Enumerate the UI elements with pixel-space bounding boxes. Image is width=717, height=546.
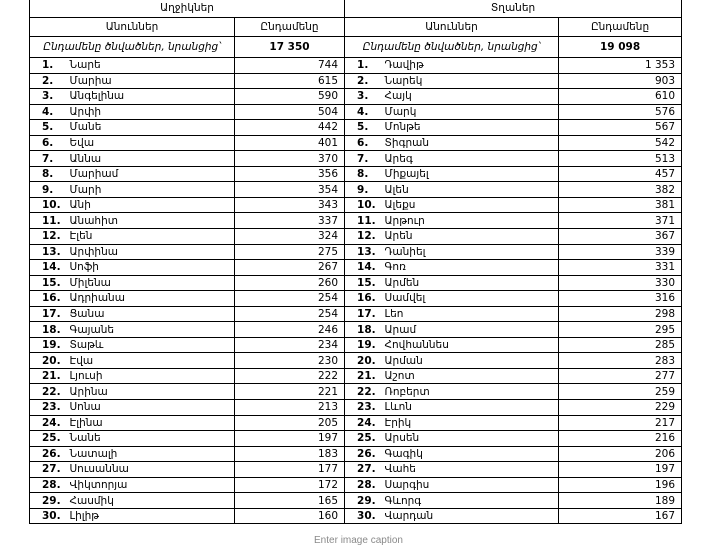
girls-count: 234 xyxy=(235,337,345,353)
girls-count: 401 xyxy=(235,135,345,151)
boys-total-value: 19 098 xyxy=(559,37,682,58)
girls-count: 213 xyxy=(235,400,345,416)
girls-count: 222 xyxy=(235,368,345,384)
boys-rank: 26. xyxy=(345,446,383,462)
boys-name: Աշոտ xyxy=(383,368,559,384)
table-row xyxy=(30,322,682,338)
boys-count: 330 xyxy=(559,275,682,291)
girls-count: 343 xyxy=(235,197,345,213)
boys-name: Գագիկ xyxy=(383,446,559,462)
table-row xyxy=(30,244,682,260)
girls-count: 254 xyxy=(235,291,345,307)
girls-name: Հասմիկ xyxy=(68,493,235,509)
boys-count: 513 xyxy=(559,151,682,167)
girls-count: 172 xyxy=(235,477,345,493)
table-row xyxy=(30,73,682,89)
girls-name: Լյուսի xyxy=(68,368,235,384)
girls-name: Լիլիթ xyxy=(68,508,235,524)
table-row xyxy=(30,384,682,400)
boys-rank: 1. xyxy=(345,58,383,74)
table-row xyxy=(30,104,682,120)
girls-names-header: Անուններ xyxy=(30,18,235,37)
boys-rank: 27. xyxy=(345,462,383,478)
girls-rank: 9. xyxy=(30,182,68,198)
girls-count: 744 xyxy=(235,58,345,74)
boys-name: Հայկ xyxy=(383,89,559,105)
table-row xyxy=(30,462,682,478)
names-table-container xyxy=(29,0,681,524)
table-row xyxy=(30,353,682,369)
total-row xyxy=(30,37,682,58)
girls-rank: 24. xyxy=(30,415,68,431)
girls-count: 337 xyxy=(235,213,345,229)
girls-rank: 13. xyxy=(30,244,68,260)
boys-count: 298 xyxy=(559,306,682,322)
boys-name: Միքայել xyxy=(383,166,559,182)
boys-count: 167 xyxy=(559,508,682,524)
girls-rank: 5. xyxy=(30,120,68,136)
column-header-row xyxy=(30,18,682,37)
table-row xyxy=(30,89,682,105)
boys-count: 285 xyxy=(559,337,682,353)
image-caption[interactable]: Enter image caption xyxy=(314,535,403,546)
boys-rank: 3. xyxy=(345,89,383,105)
girls-count: 254 xyxy=(235,306,345,322)
boys-name: Գևորգ xyxy=(383,493,559,509)
boys-name: Արեն xyxy=(383,229,559,245)
girls-name: Սոֆի xyxy=(68,260,235,276)
girls-section-title: Աղջիկներ xyxy=(30,0,345,18)
girls-count: 267 xyxy=(235,260,345,276)
girls-rank: 20. xyxy=(30,353,68,369)
girls-count: 615 xyxy=(235,73,345,89)
boys-rank: 13. xyxy=(345,244,383,260)
boys-name: Ռոբերտ xyxy=(383,384,559,400)
girls-name: Մարիամ xyxy=(68,166,235,182)
girls-name: Էլինա xyxy=(68,415,235,431)
boys-name: Նարեկ xyxy=(383,73,559,89)
boys-count: 371 xyxy=(559,213,682,229)
girls-count: 275 xyxy=(235,244,345,260)
boys-rank: 5. xyxy=(345,120,383,136)
girls-rank: 15. xyxy=(30,275,68,291)
girls-rank: 23. xyxy=(30,400,68,416)
boys-rank: 7. xyxy=(345,151,383,167)
girls-count: 177 xyxy=(235,462,345,478)
girls-rank: 7. xyxy=(30,151,68,167)
table-row xyxy=(30,275,682,291)
girls-name: Նատալի xyxy=(68,446,235,462)
girls-rank: 29. xyxy=(30,493,68,509)
girls-rank: 12. xyxy=(30,229,68,245)
girls-name: Վիկտորյա xyxy=(68,477,235,493)
girls-rank: 25. xyxy=(30,431,68,447)
girls-rank: 6. xyxy=(30,135,68,151)
girls-total-value: 17 350 xyxy=(235,37,345,58)
boys-name: Էրիկ xyxy=(383,415,559,431)
boys-rank: 15. xyxy=(345,275,383,291)
boys-name: Մոնթե xyxy=(383,120,559,136)
girls-count: 246 xyxy=(235,322,345,338)
table-row xyxy=(30,306,682,322)
boys-name: Արամ xyxy=(383,322,559,338)
boys-rank: 24. xyxy=(345,415,383,431)
boys-name: Մարկ xyxy=(383,104,559,120)
popular-names-table xyxy=(29,0,682,524)
table-row xyxy=(30,229,682,245)
boys-names-header: Անուններ xyxy=(345,18,559,37)
boys-count: 610 xyxy=(559,89,682,105)
boys-rank: 9. xyxy=(345,182,383,198)
boys-name: Ալեքս xyxy=(383,197,559,213)
boys-rank: 21. xyxy=(345,368,383,384)
girls-rank: 26. xyxy=(30,446,68,462)
boys-count: 903 xyxy=(559,73,682,89)
girls-rank: 22. xyxy=(30,384,68,400)
girls-name: Մարիա xyxy=(68,73,235,89)
boys-count: 367 xyxy=(559,229,682,245)
girls-rank: 30. xyxy=(30,508,68,524)
girls-rank: 18. xyxy=(30,322,68,338)
table-row xyxy=(30,291,682,307)
boys-count: 316 xyxy=(559,291,682,307)
girls-count-header: Ընդամենը xyxy=(235,18,345,37)
girls-count: 354 xyxy=(235,182,345,198)
boys-rank: 22. xyxy=(345,384,383,400)
table-row xyxy=(30,120,682,136)
boys-count: 283 xyxy=(559,353,682,369)
boys-count: 206 xyxy=(559,446,682,462)
girls-name: Սուսաննա xyxy=(68,462,235,478)
girls-rank: 21. xyxy=(30,368,68,384)
boys-name: Արեգ xyxy=(383,151,559,167)
boys-count: 339 xyxy=(559,244,682,260)
girls-count: 183 xyxy=(235,446,345,462)
boys-rank: 2. xyxy=(345,73,383,89)
girls-name: Անգելինա xyxy=(68,89,235,105)
boys-name: Վահե xyxy=(383,462,559,478)
table-row xyxy=(30,135,682,151)
girls-total-label: Ընդամենը ծնվածներ, նրանցից՝ xyxy=(30,37,235,58)
boys-rank: 17. xyxy=(345,306,383,322)
girls-count: 165 xyxy=(235,493,345,509)
boys-rank: 4. xyxy=(345,104,383,120)
boys-name: Ալեն xyxy=(383,182,559,198)
boys-name: Դանիել xyxy=(383,244,559,260)
boys-name: Հովհաննես xyxy=(383,337,559,353)
boys-rank: 20. xyxy=(345,353,383,369)
table-row xyxy=(30,58,682,74)
table-row xyxy=(30,368,682,384)
girls-count: 590 xyxy=(235,89,345,105)
boys-count: 217 xyxy=(559,415,682,431)
girls-count: 356 xyxy=(235,166,345,182)
girls-name: Ադրիանա xyxy=(68,291,235,307)
girls-rank: 28. xyxy=(30,477,68,493)
table-row xyxy=(30,260,682,276)
girls-rank: 3. xyxy=(30,89,68,105)
girls-name: Տաթև xyxy=(68,337,235,353)
table-row xyxy=(30,477,682,493)
boys-rank: 12. xyxy=(345,229,383,245)
girls-rank: 11. xyxy=(30,213,68,229)
girls-count: 205 xyxy=(235,415,345,431)
boys-name: Լևոն xyxy=(383,400,559,416)
boys-rank: 8. xyxy=(345,166,383,182)
boys-count: 295 xyxy=(559,322,682,338)
girls-count: 197 xyxy=(235,431,345,447)
boys-count: 189 xyxy=(559,493,682,509)
girls-name: Էվա xyxy=(68,353,235,369)
girls-name: Արփինա xyxy=(68,244,235,260)
girls-name: Անահիտ xyxy=(68,213,235,229)
girls-rank: 4. xyxy=(30,104,68,120)
girls-name: Մանե xyxy=(68,120,235,136)
girls-name: Նարե xyxy=(68,58,235,74)
boys-count: 1 353 xyxy=(559,58,682,74)
table-row xyxy=(30,151,682,167)
table-row xyxy=(30,197,682,213)
girls-name: Անի xyxy=(68,197,235,213)
boys-rank: 28. xyxy=(345,477,383,493)
boys-name: Դավիթ xyxy=(383,58,559,74)
table-row xyxy=(30,431,682,447)
boys-rank: 30. xyxy=(345,508,383,524)
table-row xyxy=(30,493,682,509)
table-row xyxy=(30,508,682,524)
boys-count: 331 xyxy=(559,260,682,276)
boys-name: Գոռ xyxy=(383,260,559,276)
girls-count: 324 xyxy=(235,229,345,245)
boys-name: Արսեն xyxy=(383,431,559,447)
girls-count: 160 xyxy=(235,508,345,524)
table-row xyxy=(30,337,682,353)
boys-rank: 25. xyxy=(345,431,383,447)
girls-count: 260 xyxy=(235,275,345,291)
boys-rank: 11. xyxy=(345,213,383,229)
boys-name: Սամվել xyxy=(383,291,559,307)
boys-count: 457 xyxy=(559,166,682,182)
girls-count: 442 xyxy=(235,120,345,136)
girls-rank: 14. xyxy=(30,260,68,276)
girls-rank: 19. xyxy=(30,337,68,353)
girls-rank: 1. xyxy=(30,58,68,74)
girls-name: Աննա xyxy=(68,151,235,167)
girls-name: Էլեն xyxy=(68,229,235,245)
girls-rank: 27. xyxy=(30,462,68,478)
boys-section-title: Տղաներ xyxy=(345,0,682,18)
boys-count: 196 xyxy=(559,477,682,493)
boys-rank: 23. xyxy=(345,400,383,416)
girls-name: Գայանե xyxy=(68,322,235,338)
table-row xyxy=(30,182,682,198)
girls-name: Արինա xyxy=(68,384,235,400)
girls-count: 230 xyxy=(235,353,345,369)
boys-name: Սարգիս xyxy=(383,477,559,493)
boys-name: Տիգրան xyxy=(383,135,559,151)
boys-rank: 18. xyxy=(345,322,383,338)
table-row xyxy=(30,213,682,229)
boys-name: Արմեն xyxy=(383,275,559,291)
boys-rank: 29. xyxy=(345,493,383,509)
boys-name: Լեո xyxy=(383,306,559,322)
boys-count: 567 xyxy=(559,120,682,136)
girls-name: Ցանա xyxy=(68,306,235,322)
girls-rank: 8. xyxy=(30,166,68,182)
girls-name: Մարի xyxy=(68,182,235,198)
boys-rank: 6. xyxy=(345,135,383,151)
girls-name: Արփի xyxy=(68,104,235,120)
boys-name: Արման xyxy=(383,353,559,369)
boys-count: 216 xyxy=(559,431,682,447)
boys-count: 229 xyxy=(559,400,682,416)
girls-name: Եվա xyxy=(68,135,235,151)
boys-rank: 16. xyxy=(345,291,383,307)
table-row xyxy=(30,415,682,431)
boys-name: Վարդան xyxy=(383,508,559,524)
boys-count: 576 xyxy=(559,104,682,120)
table-row xyxy=(30,166,682,182)
boys-rank: 10. xyxy=(345,197,383,213)
table-row xyxy=(30,400,682,416)
girls-name: Միլենա xyxy=(68,275,235,291)
boys-rank: 19. xyxy=(345,337,383,353)
girls-name: Սոնա xyxy=(68,400,235,416)
girls-count: 221 xyxy=(235,384,345,400)
girls-rank: 17. xyxy=(30,306,68,322)
table-row xyxy=(30,446,682,462)
boys-rank: 14. xyxy=(345,260,383,276)
girls-count: 370 xyxy=(235,151,345,167)
boys-count: 542 xyxy=(559,135,682,151)
boys-count-header: Ընդամենը xyxy=(559,18,682,37)
boys-count: 382 xyxy=(559,182,682,198)
girls-rank: 10. xyxy=(30,197,68,213)
boys-count: 277 xyxy=(559,368,682,384)
girls-count: 504 xyxy=(235,104,345,120)
girls-rank: 2. xyxy=(30,73,68,89)
boys-name: Արթուր xyxy=(383,213,559,229)
boys-count: 197 xyxy=(559,462,682,478)
girls-rank: 16. xyxy=(30,291,68,307)
girls-name: Նանե xyxy=(68,431,235,447)
boys-count: 259 xyxy=(559,384,682,400)
boys-count: 381 xyxy=(559,197,682,213)
section-header-row xyxy=(30,0,682,18)
boys-total-label: Ընդամենը ծնվածներ, նրանցից՝ xyxy=(345,37,559,58)
